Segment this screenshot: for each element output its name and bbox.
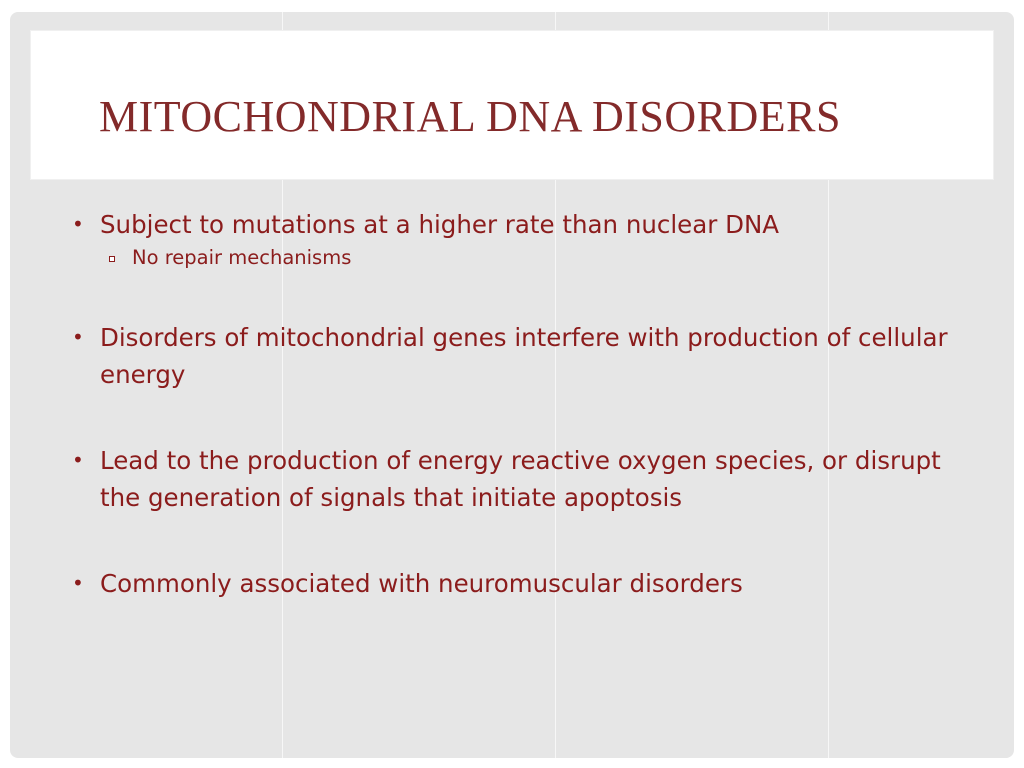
sub-bullet-item [72, 243, 962, 273]
bullet-text: Disorders of mitochondrial genes interfere with production of cellular energy [100, 323, 948, 389]
bullet-text: Lead to the production of energy reactive oxygen species, or disrupt the generation of signals that initiate apoptosis [100, 446, 941, 512]
bullet-text: Commonly associated with neuromuscular disorders [100, 569, 743, 598]
bullet-item [72, 206, 962, 243]
title-box [30, 30, 994, 180]
bullet-item [72, 565, 962, 602]
hollow-square-icon [109, 256, 115, 262]
sub-bullet-text: No repair mechanisms [132, 246, 352, 269]
bullet-dot-icon: • [72, 325, 84, 349]
bullet-text: Subject to mutations at a higher rate than nuclear DNA [100, 210, 780, 239]
slide-content [72, 206, 962, 602]
slide-title: MITOCHONDRIAL DNA DISORDERS [99, 92, 841, 141]
bullet-dot-icon: • [72, 212, 84, 236]
bullet-dot-icon: • [72, 448, 84, 472]
slide [10, 12, 1014, 758]
bullet-item [72, 442, 962, 516]
bullet-item [72, 319, 962, 393]
bullet-dot-icon: • [72, 571, 84, 595]
